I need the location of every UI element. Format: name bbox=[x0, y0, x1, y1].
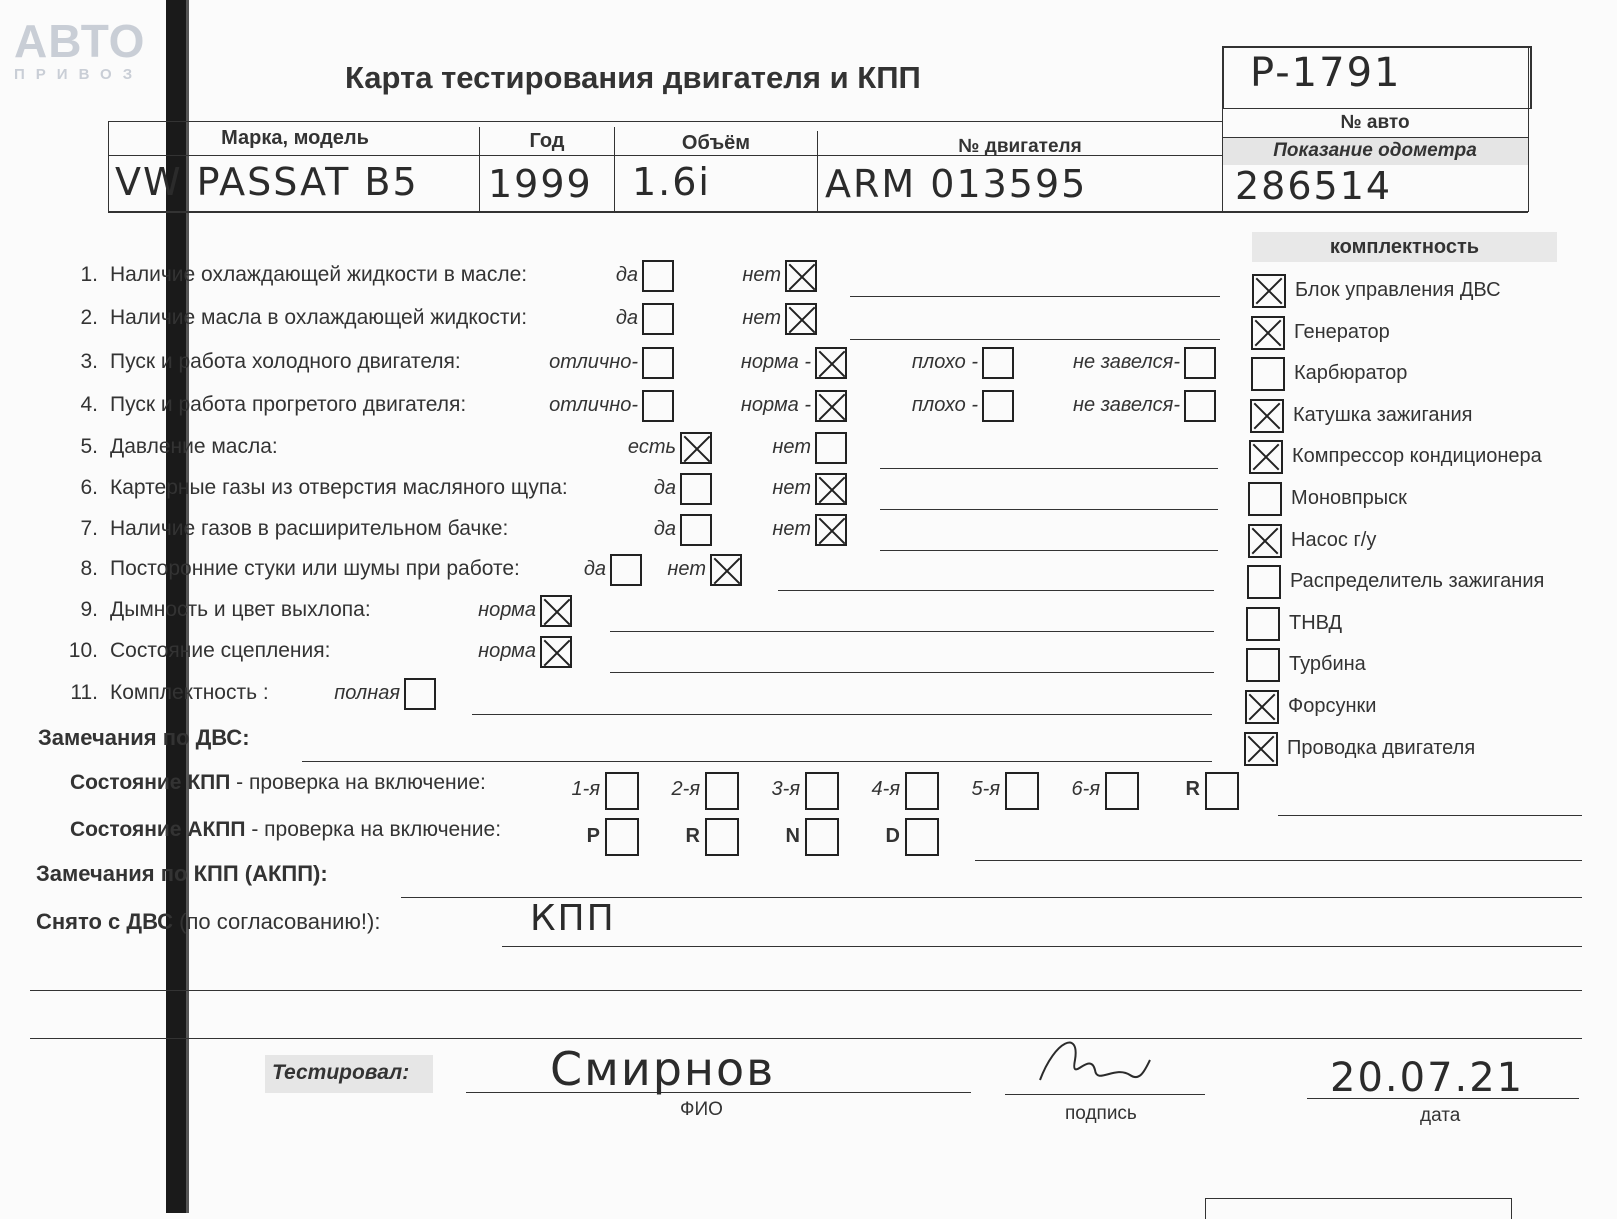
manual-gearbox-label bbox=[70, 771, 486, 795]
completeness-item-label: Распределитель зажигания bbox=[1290, 570, 1545, 593]
option-checkbox[interactable] bbox=[642, 390, 674, 422]
question-notes-line[interactable] bbox=[472, 714, 1212, 715]
auto-gear-checkbox[interactable] bbox=[905, 818, 939, 856]
question-number: 9. bbox=[80, 598, 98, 621]
question-notes-line[interactable] bbox=[850, 296, 1220, 297]
completeness-checkbox[interactable] bbox=[1249, 440, 1283, 474]
option-checkbox[interactable] bbox=[815, 514, 847, 546]
manual-gear-checkbox[interactable] bbox=[905, 772, 939, 810]
completeness-checkbox[interactable] bbox=[1247, 565, 1281, 599]
auto-gear-checkbox[interactable] bbox=[805, 818, 839, 856]
question-text: Комплектность : bbox=[110, 681, 269, 704]
manual-gear-label: 1-я bbox=[571, 778, 600, 800]
question-text: Наличие охлаждающей жидкости в масле: bbox=[110, 263, 528, 286]
header-engine: № двигателя bbox=[958, 136, 1082, 157]
option-checkbox[interactable] bbox=[815, 347, 847, 379]
removed-line[interactable] bbox=[502, 946, 1582, 947]
option-label: нет bbox=[667, 558, 706, 580]
option-label: норма - bbox=[740, 351, 811, 373]
blank-line-1[interactable] bbox=[30, 990, 1582, 991]
header-year: Год bbox=[529, 130, 565, 152]
blank-line-2[interactable] bbox=[30, 1038, 1582, 1039]
question-text: Давление масла: bbox=[110, 435, 278, 458]
option-checkbox[interactable] bbox=[815, 390, 847, 422]
auto-gear-label: P bbox=[586, 825, 600, 847]
option-label: норма - bbox=[740, 394, 811, 416]
completeness-checkbox[interactable] bbox=[1246, 607, 1280, 641]
vehicle-model: VW PASSAT B5 bbox=[115, 160, 419, 204]
question-number: 5. bbox=[80, 435, 98, 458]
question-notes-line[interactable] bbox=[850, 339, 1220, 340]
manual-gear-checkbox[interactable] bbox=[1205, 772, 1239, 810]
table-col-0 bbox=[108, 121, 109, 211]
auto-gear-label: N bbox=[785, 825, 800, 847]
page-title: Карта тестирования двигателя и КПП bbox=[345, 60, 921, 95]
auto-gear-checkbox[interactable] bbox=[605, 818, 639, 856]
option-checkbox[interactable] bbox=[815, 432, 847, 464]
question-text: Пуск и работа холодного двигателя: bbox=[110, 350, 461, 373]
option-label: нет bbox=[742, 264, 781, 286]
manual-gear-checkbox[interactable] bbox=[605, 772, 639, 810]
question-number: 6. bbox=[80, 476, 98, 499]
option-label: да bbox=[615, 307, 638, 329]
option-checkbox[interactable] bbox=[680, 473, 712, 505]
vehicle-year: 1999 bbox=[488, 162, 593, 206]
vehicle-volume: 1.6i bbox=[632, 160, 711, 204]
auto-gearbox-label-rest: - проверка на включение: bbox=[245, 818, 502, 841]
option-label: норма bbox=[478, 599, 536, 621]
question-notes-line[interactable] bbox=[880, 468, 1218, 469]
auto-gear-label: D bbox=[885, 825, 900, 847]
manual-gear-label: 3-я bbox=[771, 778, 800, 800]
signature-caption: подпись bbox=[1065, 1103, 1137, 1124]
completeness-item-label: Генератор bbox=[1294, 320, 1390, 343]
completeness-checkbox[interactable] bbox=[1248, 482, 1282, 516]
question-text: Наличие масла в охлаждающей жидкости: bbox=[110, 306, 528, 329]
name-value: Смирнов bbox=[550, 1042, 776, 1096]
option-label: да bbox=[653, 477, 676, 499]
option-checkbox[interactable] bbox=[1184, 390, 1216, 422]
option-checkbox[interactable] bbox=[680, 514, 712, 546]
question-text: Дымность и цвет выхлопа: bbox=[110, 598, 371, 621]
option-checkbox[interactable] bbox=[1184, 347, 1216, 379]
question-number: 8. bbox=[80, 557, 98, 580]
removed-label-bold: Снято с ДВС bbox=[36, 909, 174, 934]
option-label: отлично- bbox=[549, 394, 638, 416]
question-number: 7. bbox=[80, 517, 98, 540]
signature-mark bbox=[1035, 1030, 1155, 1092]
option-label: нет bbox=[772, 477, 811, 499]
completeness-item-label: Насос г/у bbox=[1291, 528, 1377, 551]
option-label: норма bbox=[478, 640, 536, 662]
question-number: 4. bbox=[80, 393, 98, 416]
table-col-5 bbox=[1528, 46, 1529, 212]
option-label: плохо - bbox=[911, 351, 978, 373]
option-checkbox[interactable] bbox=[404, 678, 436, 710]
manual-gear-checkbox[interactable] bbox=[1005, 772, 1039, 810]
completeness-item-label: Блок управления ДВС bbox=[1295, 279, 1501, 301]
question-notes-line[interactable] bbox=[778, 590, 1214, 591]
question-text: Состояние сцепления: bbox=[110, 639, 331, 662]
bottom-box-edge bbox=[1205, 1198, 1512, 1219]
option-label: нет bbox=[772, 518, 811, 540]
removed-label-rest: (по согласованию!): bbox=[173, 909, 381, 934]
table-top-line bbox=[108, 121, 1222, 122]
option-label: отлично- bbox=[549, 351, 638, 373]
completeness-item-label: Карбюратор bbox=[1294, 362, 1408, 385]
manual-gear-label: R bbox=[1185, 778, 1200, 800]
option-checkbox[interactable] bbox=[642, 303, 674, 335]
remarks-engine-line[interactable] bbox=[302, 761, 1212, 762]
option-checkbox[interactable] bbox=[815, 473, 847, 505]
completeness-item-label: ТНВД bbox=[1289, 611, 1343, 634]
option-label: да bbox=[583, 558, 606, 580]
auto-gearbox-label-bold: Состояние АКПП bbox=[70, 818, 246, 841]
logo-sub: ПРИВОЗ bbox=[14, 66, 144, 83]
option-checkbox[interactable] bbox=[642, 347, 674, 379]
option-label: не завелся- bbox=[1073, 351, 1180, 373]
manual-gearbox-line[interactable] bbox=[1278, 815, 1582, 816]
question-notes-line[interactable] bbox=[610, 631, 1214, 632]
manual-gear-checkbox[interactable] bbox=[805, 772, 839, 810]
vehicle-engine: ARM 013595 bbox=[825, 162, 1088, 206]
question-number: 3. bbox=[80, 350, 98, 373]
question-text: Наличие газов в расширительном бачке: bbox=[110, 517, 509, 540]
logo-main: АВТО bbox=[14, 15, 146, 67]
header-odometer: Показание одометра bbox=[1273, 140, 1477, 161]
completeness-checkbox[interactable] bbox=[1250, 399, 1284, 433]
option-checkbox[interactable] bbox=[680, 432, 712, 464]
option-checkbox[interactable] bbox=[642, 260, 674, 292]
option-label: нет bbox=[772, 436, 811, 458]
option-checkbox[interactable] bbox=[540, 595, 572, 627]
question-number: 1. bbox=[80, 263, 98, 286]
question-number: 2. bbox=[80, 306, 98, 329]
completeness-item-label: Моновпрыск bbox=[1291, 487, 1407, 509]
manual-gear-checkbox[interactable] bbox=[1105, 772, 1139, 810]
option-label: да bbox=[615, 264, 638, 286]
manual-gear-label: 6-я bbox=[1071, 778, 1100, 800]
question-notes-line[interactable] bbox=[880, 509, 1218, 510]
removed-value: КПП bbox=[530, 898, 616, 939]
tested-label: Тестировал: bbox=[272, 1061, 410, 1084]
question-notes-line[interactable] bbox=[880, 550, 1218, 551]
completeness-item-label: Форсунки bbox=[1288, 695, 1377, 717]
header-model: Марка, модель bbox=[221, 127, 369, 149]
manual-gear-label: 4-я bbox=[871, 778, 900, 800]
completeness-title: комплектность bbox=[1252, 232, 1557, 262]
name-caption: ФИО bbox=[680, 1099, 723, 1120]
manual-gearbox-label-bold: Состояние КПП bbox=[70, 771, 231, 794]
date-value: 20.07.21 bbox=[1330, 1055, 1525, 1101]
table-col-3 bbox=[817, 131, 818, 211]
question-number: 11. bbox=[70, 681, 98, 704]
header-auto: № авто bbox=[1340, 112, 1410, 133]
completeness-item-label: Проводка двигателя bbox=[1287, 736, 1476, 759]
manual-gear-checkbox[interactable] bbox=[705, 772, 739, 810]
question-text: Картерные газы из отверстия масляного щупа: bbox=[110, 476, 568, 499]
completeness-checkbox[interactable] bbox=[1252, 274, 1286, 308]
header-volume: Объём bbox=[681, 132, 751, 154]
remarks-engine-label: Замечания по ДВС: bbox=[38, 725, 250, 750]
auto-gearbox-label bbox=[70, 818, 501, 842]
option-label: есть bbox=[627, 436, 676, 458]
question-number: 10. bbox=[68, 639, 98, 662]
watermark-logo bbox=[14, 15, 146, 83]
option-label: не завелся- bbox=[1073, 394, 1180, 416]
auto-gear-checkbox[interactable] bbox=[705, 818, 739, 856]
option-label: плохо - bbox=[911, 394, 978, 416]
manual-gear-label: 5-я bbox=[971, 778, 1000, 800]
completeness-checkbox[interactable] bbox=[1245, 690, 1279, 724]
completeness-item-label: Турбина bbox=[1289, 653, 1366, 676]
auto-gearbox-line[interactable] bbox=[975, 860, 1582, 861]
auto-gear-label: R bbox=[685, 825, 700, 847]
remarks-gearbox-label: Замечания по КПП (АКПП): bbox=[36, 861, 328, 886]
removed-label bbox=[36, 909, 380, 935]
option-checkbox[interactable] bbox=[710, 554, 742, 586]
vehicle-odometer: 286514 bbox=[1235, 164, 1393, 208]
option-label: нет bbox=[742, 307, 781, 329]
option-checkbox[interactable] bbox=[785, 303, 817, 335]
option-label: полная bbox=[334, 682, 400, 704]
completeness-checkbox[interactable] bbox=[1251, 357, 1285, 391]
question-text: Посторонние стуки или шумы при работе: bbox=[110, 557, 520, 580]
manual-gearbox-label-rest: - проверка на включение: bbox=[230, 771, 486, 794]
completeness-checkbox[interactable] bbox=[1246, 648, 1280, 682]
table-bottom-line bbox=[108, 211, 1528, 213]
completeness-item-label: Катушка зажигания bbox=[1293, 403, 1473, 426]
record-id-value: P-1791 bbox=[1250, 50, 1402, 96]
option-checkbox[interactable] bbox=[540, 636, 572, 668]
manual-gear-label: 2-я bbox=[671, 778, 700, 800]
completeness-item-label: Компрессор кондиционера bbox=[1292, 445, 1542, 468]
option-label: да bbox=[653, 518, 676, 540]
question-text: Пуск и работа прогретого двигателя: bbox=[110, 393, 467, 416]
completeness-checkbox[interactable] bbox=[1248, 524, 1282, 558]
signature-line[interactable] bbox=[1005, 1094, 1205, 1095]
date-caption: дата bbox=[1420, 1105, 1461, 1126]
completeness-checkbox[interactable] bbox=[1244, 732, 1278, 766]
option-checkbox[interactable] bbox=[785, 260, 817, 292]
completeness-checkbox[interactable] bbox=[1251, 316, 1285, 350]
question-notes-line[interactable] bbox=[610, 672, 1214, 673]
